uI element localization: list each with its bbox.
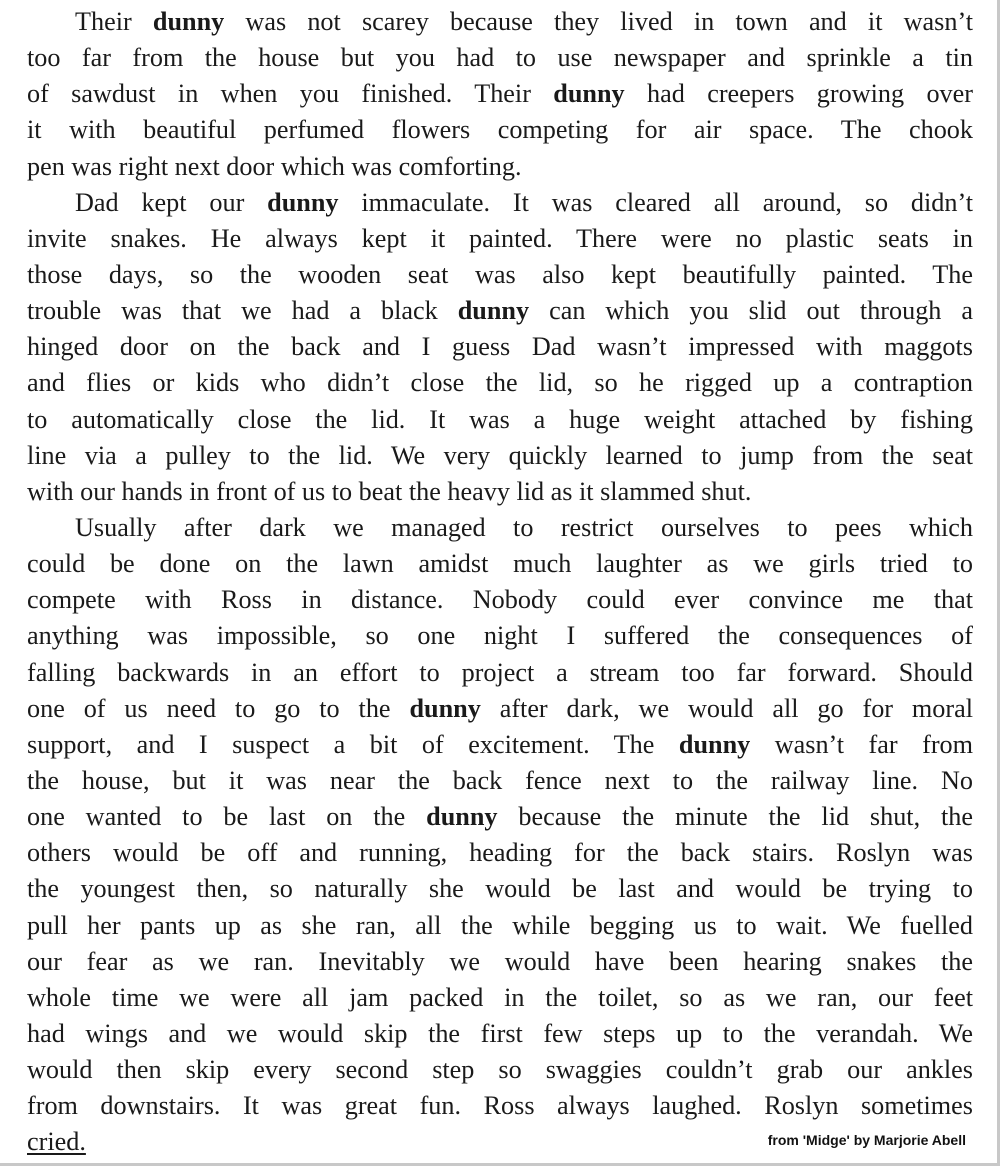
text-run: support, and I suspect a bit of excitement. The [27, 729, 679, 759]
emphasized-word: dunny [457, 296, 530, 326]
emphasized-word: dunny [267, 187, 339, 217]
text-line [27, 1052, 973, 1088]
text-line [27, 510, 973, 546]
text-run: cried. [27, 1127, 86, 1157]
text-run: hinged door on the back and I guess Dad wasn’t impressed with maggots [27, 332, 973, 362]
text-run: to automatically close the lid. It was a huge weight attached by fishing [27, 404, 973, 434]
text-line [27, 4, 973, 40]
text-line [27, 835, 973, 871]
text-run: one wanted to be last on the [27, 802, 427, 832]
emphasized-word: dunny [426, 802, 498, 832]
text-run: after dark, we would all go for moral [480, 693, 973, 723]
text-run: Dad kept our [75, 187, 268, 217]
text-run: too far from the house but you had to use newspaper and sprinkle a tin [27, 43, 973, 73]
text-run: anything was impossible, so one night I suffered the consequences of [27, 621, 973, 651]
text-line [27, 365, 973, 401]
text-line [27, 112, 973, 148]
text-line [27, 582, 973, 618]
text-run: because the minute the lid shut, the [497, 802, 973, 832]
text-run: was not scarey because they lived in town and it wasn’t [224, 7, 973, 36]
text-run: from downstairs. It was great fun. Ross always laughed. Roslyn sometimes [27, 1091, 973, 1121]
text-line [27, 727, 973, 763]
story-text [27, 4, 973, 1161]
text-line [27, 546, 973, 582]
emphasized-word: dunny [409, 693, 481, 723]
text-run: others would be off and running, heading for the back stairs. Roslyn was [27, 838, 973, 868]
paragraph [27, 185, 973, 510]
text-line [27, 618, 973, 654]
text-line [27, 1088, 973, 1124]
text-run: compete with Ross in distance. Nobody could ever convince me that [27, 585, 973, 615]
text-run: with our hands in front of us to beat the heavy lid as it slammed shut. [27, 476, 752, 506]
paragraph [27, 510, 973, 1161]
text-line [27, 908, 973, 944]
text-line [27, 691, 973, 727]
text-run: trouble was that we had a black [27, 296, 458, 326]
text-run: immaculate. It was cleared all around, so didn’t [338, 187, 974, 217]
text-run: of sawdust in when you finished. Their [27, 79, 554, 109]
text-run: the youngest then, so naturally she would be last and would be trying to [27, 874, 973, 904]
emphasized-word: dunny [678, 729, 751, 759]
text-run: could be done on the lawn amidst much laughter as we girls tried to [27, 549, 973, 579]
text-run: Their [75, 7, 153, 36]
text-line [27, 293, 973, 329]
text-line [27, 221, 973, 257]
text-run: line via a pulley to the lid. We very quickly learned to jump from the seat [27, 440, 973, 470]
text-run: it with beautiful perfumed flowers competing for air space. The chook [27, 115, 973, 145]
text-line [27, 944, 973, 980]
text-line [27, 149, 973, 185]
text-line [27, 799, 973, 835]
text-line [27, 763, 973, 799]
text-run: would then skip every second step so swaggies couldn’t grab our ankles [27, 1055, 973, 1085]
text-line [27, 76, 973, 112]
text-line [27, 40, 973, 76]
text-line [27, 1016, 973, 1052]
text-run: falling backwards in an effort to project a stream too far forward. Should [27, 657, 973, 687]
text-run: wasn’t far from [750, 729, 974, 759]
text-line [27, 257, 973, 293]
text-line [27, 871, 973, 907]
text-line [27, 402, 973, 438]
text-run: can which you slid out through a [529, 296, 973, 326]
text-run: Usually after dark we managed to restrict ourselves to pees which [75, 512, 973, 542]
text-run: pen was right next door which was comforting. [27, 151, 522, 181]
text-line [27, 185, 973, 221]
text-line [27, 474, 973, 510]
paragraph [27, 4, 973, 185]
text-line [27, 655, 973, 691]
source-credit: from 'Midge' by Marjorie Abell [767, 1132, 966, 1148]
text-run: the house, but it was near the back fence next to the railway line. No [27, 765, 973, 795]
text-run: invite snakes. He always kept it painted. There were no plastic seats in [27, 223, 973, 253]
text-run: our fear as we ran. Inevitably we would have been hearing snakes the [27, 946, 973, 976]
text-run: had creepers growing over [624, 79, 973, 109]
text-line [27, 329, 973, 365]
text-line [27, 438, 973, 474]
emphasized-word: dunny [553, 79, 625, 109]
text-run: had wings and we would skip the first few steps up to the verandah. We [27, 1018, 973, 1048]
text-run: and flies or kids who didn’t close the lid, so he rigged up a contraption [27, 368, 973, 398]
text-run: those days, so the wooden seat was also kept beautifully painted. The [27, 259, 973, 289]
emphasized-word: dunny [152, 7, 225, 36]
text-run: whole time we were all jam packed in the toilet, so as we ran, our feet [27, 982, 973, 1012]
text-line [27, 980, 973, 1016]
text-run: pull her pants up as she ran, all the while begging us to wait. We fuelled [27, 910, 973, 940]
text-run: one of us need to go to the [27, 693, 410, 723]
